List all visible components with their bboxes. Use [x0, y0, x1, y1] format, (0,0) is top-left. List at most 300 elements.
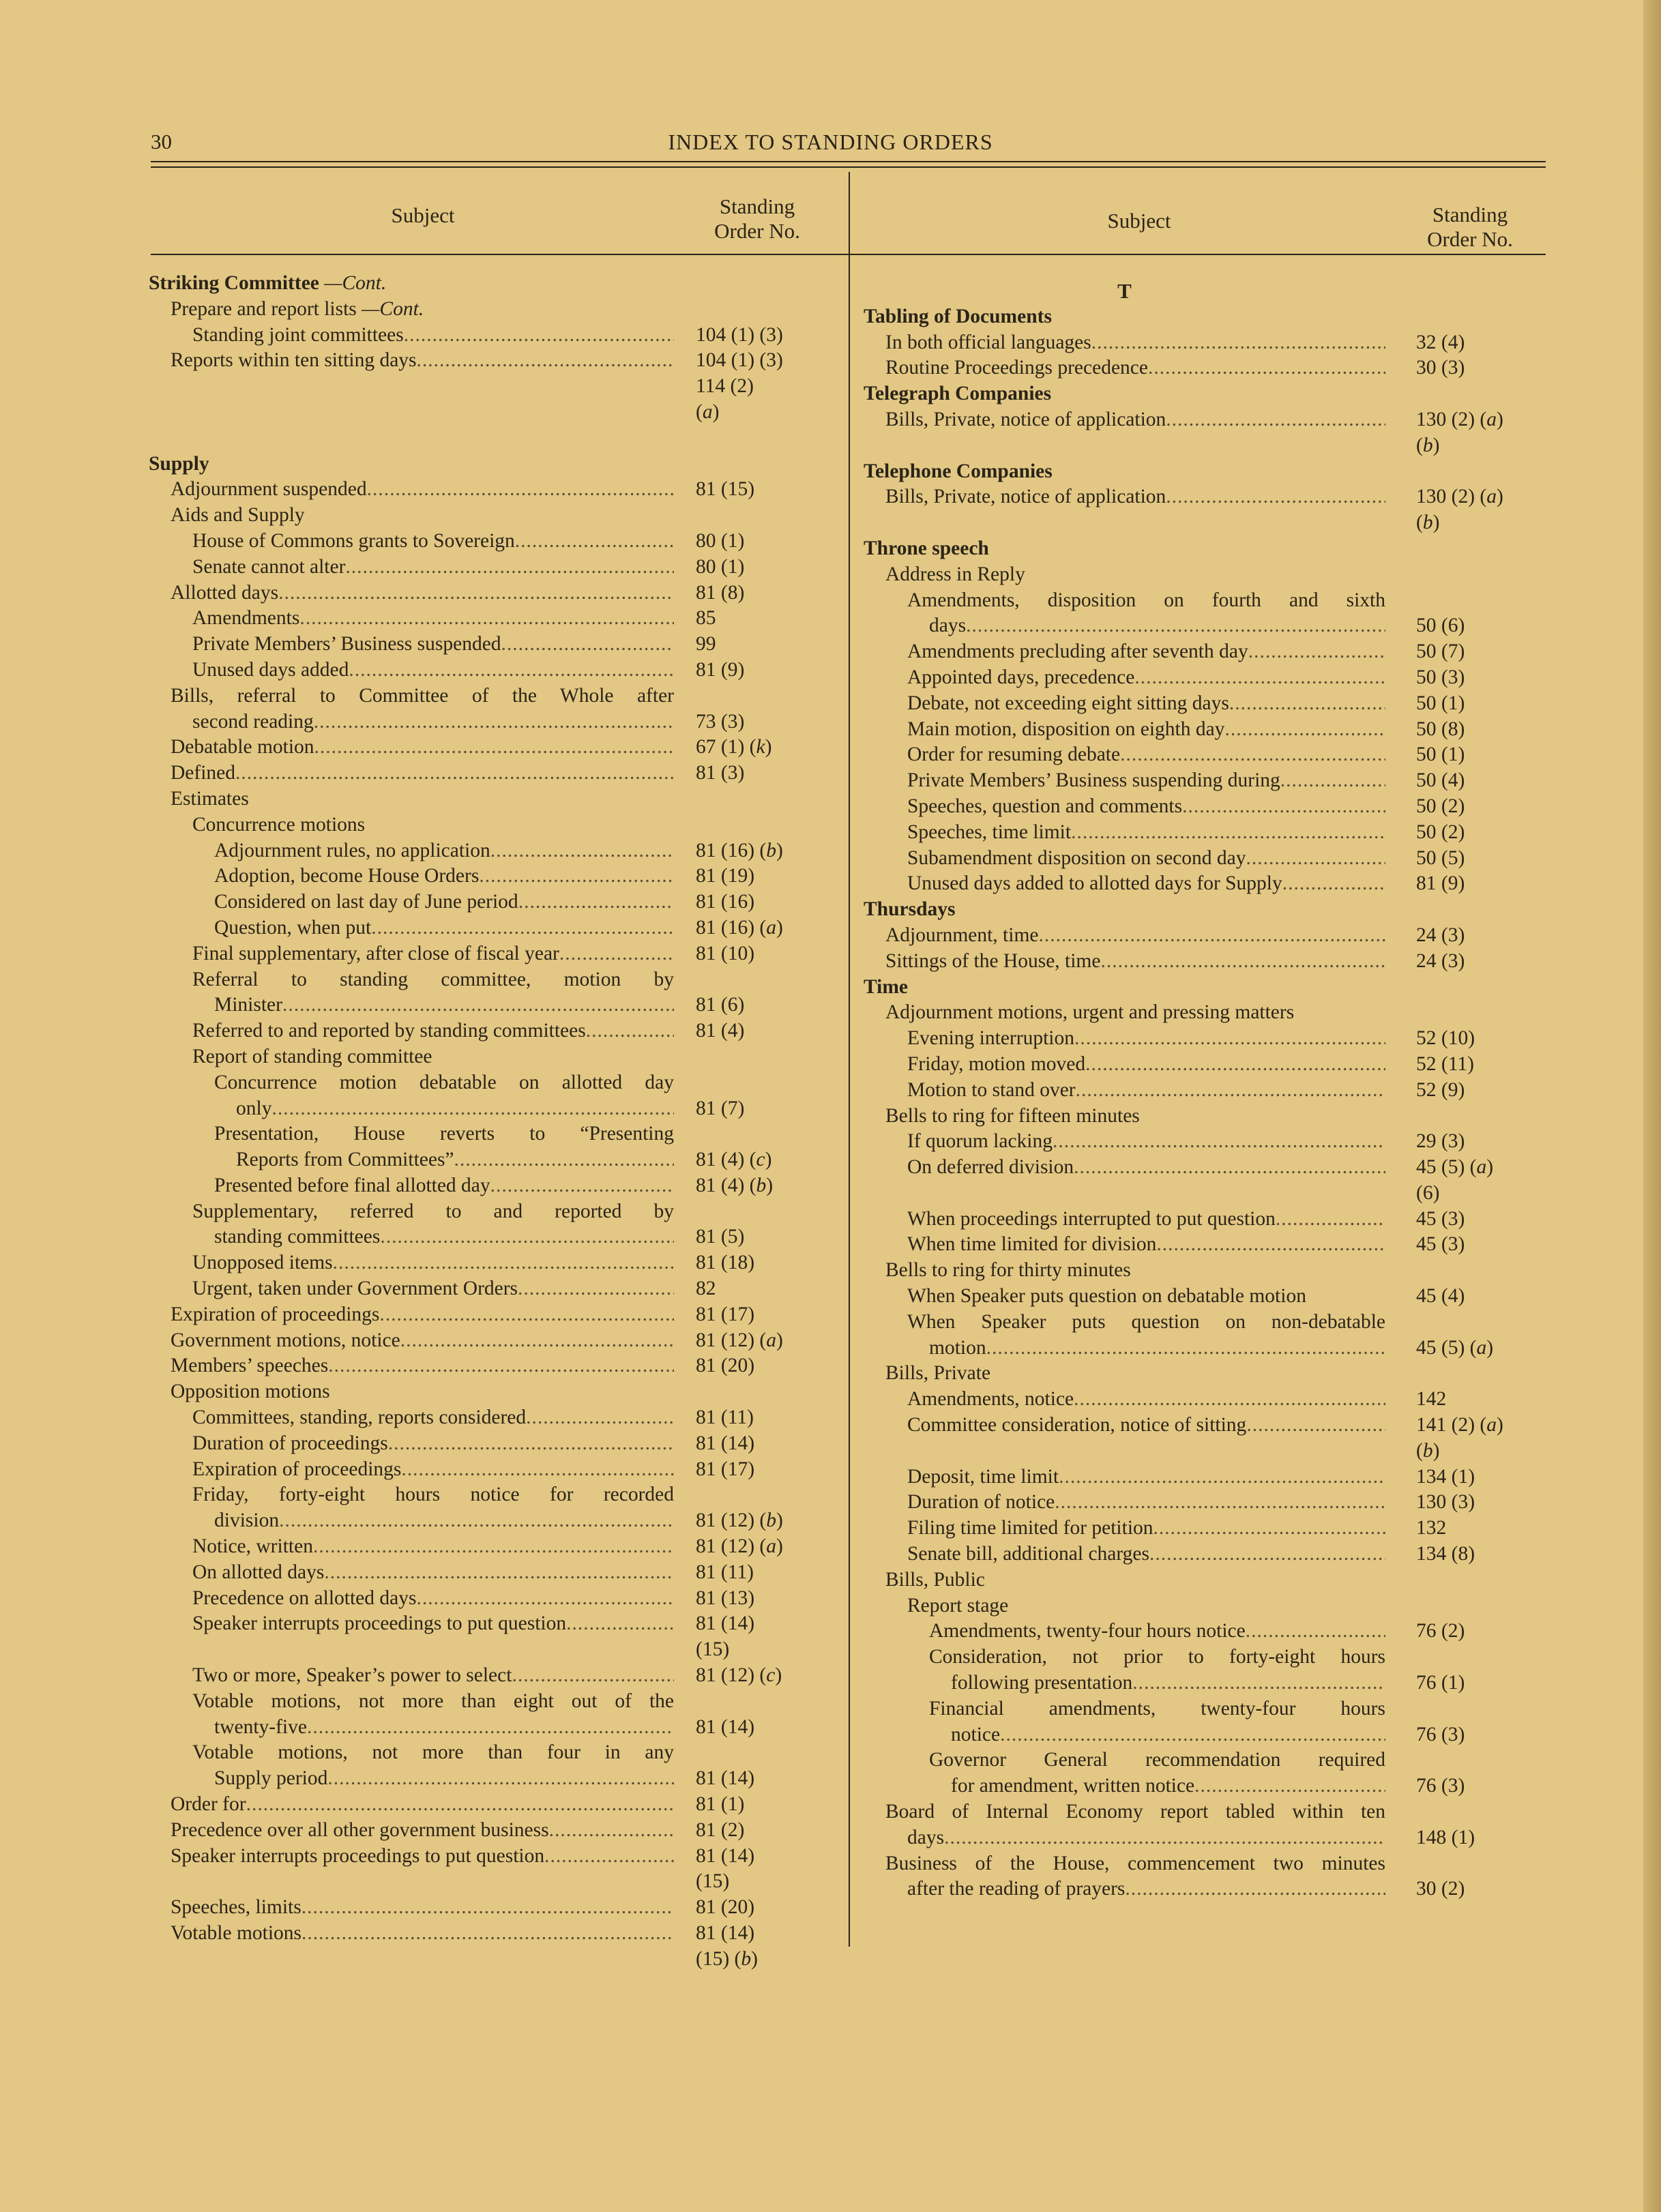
standing-order-number: 45 (5) (a) — [1416, 1156, 1494, 1179]
index-entry-row — [864, 794, 1522, 820]
leader-dots — [1085, 1052, 1385, 1078]
entry-subject: Adjournment, time — [885, 924, 1039, 946]
leader-dots — [279, 1508, 674, 1534]
entry-subject: Considered on last day of June period — [214, 891, 518, 913]
index-entry-row — [149, 606, 838, 632]
index-entry-row — [149, 297, 838, 323]
index-entry-row — [864, 613, 1522, 639]
standing-order-number: 81 (12) (b) — [696, 1509, 783, 1532]
index-entry-row — [864, 1748, 1522, 1773]
index-entry-row — [149, 1869, 838, 1895]
leader-dots — [986, 1336, 1385, 1361]
index-entry-row — [864, 1052, 1522, 1078]
entry-subject: Expiration of proceedings — [171, 1303, 380, 1325]
index-entry-row — [149, 1895, 838, 1921]
index-entry-row — [149, 838, 838, 864]
entry-subject: Duration of proceedings — [192, 1432, 388, 1454]
section-letter — [864, 278, 1385, 304]
standing-order-number: 81 (12) (c) — [696, 1664, 782, 1687]
entry-subject: Supplementary, referred to and reported by — [192, 1200, 674, 1222]
index-entry-row — [864, 1696, 1522, 1722]
index-entry-row — [864, 1722, 1522, 1748]
standing-order-number: 81 (15) — [696, 478, 755, 501]
leader-dots — [1055, 1490, 1385, 1516]
leader-dots — [559, 941, 674, 967]
leader-dots — [235, 761, 674, 786]
entry-subject: Thursdays — [864, 898, 956, 921]
standing-order-number: 99 — [696, 633, 716, 655]
standing-order-number: 82 — [696, 1278, 716, 1300]
entry-subject: Bells to ring for fifteen minutes — [885, 1104, 1140, 1127]
leader-dots — [1071, 820, 1385, 846]
index-entry-row — [149, 1689, 838, 1715]
index-entry-row — [864, 1155, 1522, 1181]
standing-order-number: 76 (3) — [1416, 1775, 1465, 1797]
section-letter-text: T — [1117, 279, 1132, 303]
entry-subject: Duration of notice — [907, 1491, 1055, 1514]
standing-order-number: 81 (7) — [696, 1097, 745, 1119]
entry-subject: Unopposed items — [192, 1252, 333, 1274]
leader-dots — [1166, 407, 1385, 433]
entry-subject: Committees, standing, reports considered — [192, 1406, 527, 1429]
standing-order-number: 76 (1) — [1416, 1672, 1465, 1694]
entry-subject: On allotted days — [192, 1561, 325, 1583]
index-entry-row — [149, 1302, 838, 1328]
index-entry-row — [149, 1560, 838, 1586]
standing-order-number: 29 (3) — [1416, 1130, 1465, 1153]
standing-order-number: 45 (3) — [1416, 1207, 1465, 1230]
leader-dots — [515, 529, 674, 555]
index-heading-row — [864, 897, 1522, 923]
entry-subject: second reading — [192, 710, 314, 733]
standing-order-number: 132 — [1416, 1517, 1447, 1539]
entry-subject: Precedence on allotted days — [192, 1587, 417, 1609]
leader-dots — [586, 1018, 674, 1044]
index-entry-row — [149, 1844, 838, 1870]
index-entry-row — [864, 1773, 1522, 1799]
leader-dots — [1074, 1387, 1385, 1413]
index-entry-row — [864, 768, 1522, 794]
standing-order-number: 50 (1) — [1416, 692, 1465, 714]
standing-order-number: 50 (2) — [1416, 795, 1465, 817]
index-entry-row — [149, 864, 838, 889]
index-entry-row — [149, 812, 838, 838]
entry-subject: Business of the House, commencement two minutes — [885, 1852, 1385, 1874]
entry-subject: In both official languages — [885, 331, 1091, 353]
entry-subject: Report stage — [907, 1594, 1009, 1617]
entry-subject: division — [214, 1509, 280, 1532]
entry-subject: motion — [929, 1336, 986, 1359]
index-entry-row — [149, 735, 838, 761]
leader-dots — [401, 1457, 674, 1483]
entry-subject: Question, when put — [214, 916, 372, 939]
leader-dots — [490, 838, 674, 864]
leader-dots — [1059, 1464, 1385, 1490]
entry-subject: Deposit, time limit — [907, 1465, 1059, 1488]
entry-subject: Amendments, twenty-four hours notice — [929, 1620, 1246, 1642]
index-entry-row — [149, 1121, 838, 1147]
leader-dots — [313, 1534, 674, 1560]
header-rule-top — [151, 161, 1546, 162]
leader-dots — [302, 1895, 674, 1921]
entry-subject: Telephone Companies — [864, 460, 1053, 482]
index-entry-row — [149, 1766, 838, 1792]
entry-subject: Senate cannot alter — [192, 555, 346, 578]
standing-order-number: 81 (5) — [696, 1226, 745, 1248]
entry-subject: Bills, Private, notice of application — [885, 486, 1166, 508]
entry-subject: Votable motions, not more than four in any — [192, 1741, 674, 1764]
entry-subject: twenty-five — [214, 1715, 307, 1738]
standing-order-number: 81 (18) — [696, 1252, 755, 1274]
index-entry-row — [864, 510, 1522, 536]
standing-order-number: 81 (13) — [696, 1587, 755, 1609]
standing-order-number: 81 (14) — [696, 1432, 755, 1454]
leader-dots — [1132, 1670, 1385, 1696]
index-entry-row — [864, 717, 1522, 743]
standing-order-number: 73 (3) — [696, 710, 745, 733]
standing-order-number: 81 (14) — [696, 1612, 755, 1635]
standing-order-number: 81 (19) — [696, 865, 755, 887]
entry-subject: Bells to ring for thirty minutes — [885, 1259, 1131, 1282]
leader-dots — [944, 1825, 1385, 1851]
standing-order-number: 81 (4) — [696, 1020, 745, 1042]
entry-subject: Friday, motion moved — [907, 1052, 1086, 1075]
entry-subject: Amendments — [192, 607, 300, 630]
standing-order-number: 50 (1) — [1416, 743, 1465, 766]
standing-order-number: 134 (1) — [1416, 1465, 1475, 1488]
leader-dots — [518, 1276, 674, 1302]
index-entry-row — [149, 1405, 838, 1431]
index-entry-row — [149, 1199, 838, 1225]
index-entry-row — [149, 1482, 838, 1508]
entry-subject: Bills, Public — [885, 1568, 985, 1591]
standing-order-number: 52 (9) — [1416, 1078, 1465, 1101]
index-entry-row — [149, 1792, 838, 1818]
index-entry-row — [149, 1586, 838, 1612]
leader-dots — [1194, 1773, 1385, 1799]
standing-order-number: (15) — [696, 1638, 730, 1661]
entry-subject: Bills, Private, notice of application — [885, 408, 1166, 430]
standing-order-number: 81 (9) — [696, 658, 745, 681]
leader-dots — [1100, 949, 1385, 975]
index-entry-row — [864, 665, 1522, 691]
leader-dots — [490, 1173, 674, 1199]
index-entry-row — [149, 683, 838, 709]
standing-order-number: 81 (14) — [696, 1767, 755, 1790]
entry-subject: Debatable motion — [171, 736, 314, 758]
leader-dots — [1156, 1232, 1385, 1258]
index-entry-row — [149, 1818, 838, 1844]
leader-dots — [1182, 794, 1385, 820]
entry-subject: notice — [951, 1723, 1001, 1745]
entry-subject: Referred to and reported by standing committees — [192, 1020, 586, 1042]
leader-dots — [400, 1328, 674, 1354]
leader-dots — [544, 1844, 674, 1870]
entry-subject: Urgent, taken under Government Orders — [192, 1278, 518, 1300]
entry-subject: Adjournment suspended — [171, 478, 367, 501]
index-heading-row — [864, 975, 1522, 1001]
standing-order-number: 67 (1) (k) — [696, 736, 772, 758]
index-entry-row — [149, 1663, 838, 1689]
standing-order-number: 141 (2) (a) — [1416, 1414, 1503, 1436]
index-heading-row — [864, 304, 1522, 330]
entry-subject: Striking Committee —Cont. — [149, 272, 387, 294]
index-entry-row — [149, 400, 838, 426]
column-divider — [849, 172, 850, 1947]
leader-dots — [282, 992, 674, 1018]
leader-dots — [416, 1586, 674, 1612]
index-entry-row — [864, 1516, 1522, 1542]
entry-subject: Prepare and report lists —Cont. — [171, 297, 424, 320]
index-entry-row — [149, 709, 838, 735]
index-entry-row — [864, 923, 1522, 949]
index-entry-row — [149, 1947, 838, 1973]
standing-order-number: 30 (3) — [1416, 357, 1465, 379]
entry-subject: Evening interruption — [907, 1027, 1074, 1050]
index-entry-row — [149, 1611, 838, 1637]
index-entry-row — [864, 1026, 1522, 1052]
index-entry-row — [149, 889, 838, 915]
index-entry-row — [149, 915, 838, 941]
entry-subject: following presentation — [951, 1672, 1133, 1694]
standing-order-number: 81 (1) — [696, 1793, 745, 1816]
index-entry-row — [864, 1799, 1522, 1825]
standing-order-number: 76 (3) — [1416, 1723, 1465, 1745]
leader-dots — [1276, 1207, 1385, 1233]
leader-dots — [1091, 330, 1385, 356]
index-entry-row — [149, 967, 838, 993]
entry-subject: Time — [864, 975, 909, 998]
entry-subject: Friday, forty-eight hours notice for recorded — [192, 1484, 674, 1506]
left-order-header: Standing Order No. — [714, 194, 800, 243]
index-entry-row — [864, 1104, 1522, 1130]
leader-dots — [299, 606, 674, 632]
leader-dots — [324, 1560, 674, 1586]
entry-subject: Speeches, limits — [171, 1896, 302, 1919]
leader-dots — [1246, 1619, 1385, 1645]
entry-subject: Final supplementary, after close of fiscal year — [192, 942, 559, 964]
entry-subject: When Speaker puts question on non-debatable — [907, 1310, 1385, 1333]
leader-dots — [1039, 923, 1386, 949]
entry-subject: Reports from Committees” — [236, 1149, 454, 1171]
standing-order-number: 81 (3) — [696, 762, 745, 784]
index-entry-row — [864, 1129, 1522, 1155]
standing-order-number: 134 (8) — [1416, 1543, 1475, 1565]
index-entry-row — [149, 941, 838, 967]
index-heading-row — [149, 271, 838, 297]
index-entry-row — [149, 1534, 838, 1560]
index-entry-row — [864, 433, 1522, 459]
page-edge-shadow — [1643, 0, 1661, 2212]
entry-subject: If quorum lacking — [907, 1130, 1053, 1153]
leader-dots — [349, 658, 674, 683]
standing-order-number: 81 (16) (a) — [696, 916, 783, 939]
index-entry-row — [149, 1379, 838, 1405]
entry-subject: Tabling of Documents — [864, 305, 1052, 327]
entry-subject: On deferred division — [907, 1156, 1074, 1179]
leader-dots — [1282, 871, 1385, 897]
standing-order-number: 130 (2) (a) — [1416, 486, 1503, 508]
entry-subject: Precedence over all other government business — [171, 1818, 549, 1841]
index-entry-row — [149, 1457, 838, 1483]
entry-subject: for amendment, written notice — [951, 1775, 1195, 1797]
index-entry-row — [864, 691, 1522, 717]
index-entry-row — [864, 1619, 1522, 1645]
standing-order-number: 45 (5) (a) — [1416, 1336, 1494, 1359]
leader-dots — [479, 864, 674, 889]
standing-order-number: 130 (3) — [1416, 1491, 1475, 1514]
entry-subject: Defined — [171, 762, 236, 784]
index-entry-row — [864, 1336, 1522, 1361]
right-subject-header: Subject — [1107, 209, 1171, 233]
entry-subject: Standing joint committees — [192, 323, 404, 346]
entry-subject: only — [236, 1097, 272, 1119]
index-entry-row — [864, 639, 1522, 665]
left-index-column — [149, 271, 838, 1973]
page-number: 30 — [151, 130, 172, 153]
right-index-column — [864, 278, 1522, 1902]
index-entry-row — [149, 1740, 838, 1766]
index-entry-row — [864, 1645, 1522, 1670]
entry-subject: Appointed days, precedence — [907, 666, 1135, 688]
entry-subject: Bills, referral to Committee of the Whole after — [171, 684, 674, 707]
entry-subject: Order for — [171, 1793, 246, 1816]
standing-order-number: 81 (10) — [696, 942, 755, 964]
entry-subject: Filing time limited for petition — [907, 1517, 1153, 1539]
index-entry-row — [149, 1250, 838, 1276]
entry-subject: Speaker interrupts proceedings to put question — [192, 1612, 567, 1635]
standing-order-number: 24 (3) — [1416, 924, 1465, 946]
entry-subject: Unused days added — [192, 658, 349, 681]
standing-order-number: 80 (1) — [696, 555, 745, 578]
standing-order-number: 32 (4) — [1416, 331, 1465, 353]
leader-dots — [526, 1405, 674, 1431]
entry-subject: Routine Proceedings precedence — [885, 357, 1148, 379]
index-entry-row — [149, 1018, 838, 1044]
standing-order-number: (a) — [696, 400, 720, 423]
entry-subject: Board of Internal Economy report tabled within ten — [885, 1801, 1385, 1823]
entry-subject: Allotted days — [171, 581, 279, 604]
leader-dots — [1000, 1722, 1385, 1748]
index-entry-row — [149, 632, 838, 658]
entry-subject: Speeches, question and comments — [907, 795, 1183, 817]
standing-order-number: 81 (11) — [696, 1406, 754, 1429]
standing-order-number: 81 (6) — [696, 994, 745, 1016]
index-entry-row — [864, 1439, 1522, 1464]
standing-order-number: 81 (20) — [696, 1896, 755, 1919]
standing-order-number: 81 (2) — [696, 1818, 745, 1841]
leader-dots — [1149, 1542, 1385, 1567]
leader-dots — [371, 915, 674, 941]
index-heading-row — [864, 536, 1522, 562]
index-entry-row — [864, 355, 1522, 381]
index-heading-row — [149, 452, 838, 477]
index-entry-row — [864, 1207, 1522, 1233]
entry-subject: Supply period — [214, 1767, 328, 1790]
index-entry-row — [864, 1232, 1522, 1258]
standing-order-number: 45 (3) — [1416, 1233, 1465, 1256]
entry-subject: Adjournment rules, no application — [214, 839, 490, 861]
leader-dots — [1246, 1413, 1385, 1439]
index-entry-row — [149, 992, 838, 1018]
index-entry-row — [864, 562, 1522, 588]
index-entry-row — [864, 1284, 1522, 1310]
entry-subject: standing committees — [214, 1226, 381, 1248]
index-entry-row — [149, 374, 838, 400]
leader-dots — [1125, 1876, 1385, 1902]
leader-dots — [417, 348, 674, 374]
index-entry-row — [864, 1078, 1522, 1104]
index-entry-row — [149, 1508, 838, 1534]
entry-subject: Concurrence motions — [192, 813, 366, 836]
index-entry-row — [864, 1000, 1522, 1026]
leader-dots — [271, 1096, 674, 1122]
entry-subject: Referral to standing committee, motion by — [192, 968, 674, 990]
index-entry-row — [149, 503, 838, 529]
standing-order-number: 81 (12) (a) — [696, 1329, 783, 1351]
leader-dots — [404, 323, 674, 349]
standing-order-number: 50 (4) — [1416, 769, 1465, 792]
index-entry-row — [149, 1921, 838, 1947]
entry-subject: Motion to stand over — [907, 1078, 1076, 1101]
standing-order-number: 81 (14) — [696, 1844, 755, 1867]
leader-dots — [379, 1302, 674, 1328]
leader-dots — [549, 1818, 674, 1844]
entry-subject: Subamendment disposition on second day — [907, 846, 1246, 869]
index-entry-row — [149, 1224, 838, 1250]
index-entry-row — [149, 1276, 838, 1302]
standing-order-number: (b) — [1416, 1439, 1440, 1462]
entry-subject: Amendments precluding after seventh day — [907, 640, 1248, 663]
index-entry-row — [149, 658, 838, 683]
leader-dots — [314, 709, 674, 735]
leader-dots — [566, 1611, 674, 1637]
entry-subject: Presented before final allotted day — [214, 1174, 490, 1196]
index-entry-row — [864, 588, 1522, 614]
leader-dots — [1280, 768, 1385, 794]
leader-dots — [302, 1921, 674, 1947]
standing-order-number: 81 (9) — [1416, 872, 1465, 895]
entry-subject: Sittings of the House, time — [885, 949, 1101, 972]
leader-dots — [1134, 665, 1385, 691]
entry-subject: Adjournment motions, urgent and pressing matters — [885, 1001, 1295, 1024]
index-entry-row — [149, 580, 838, 606]
leader-dots — [966, 613, 1385, 639]
index-entry-row — [864, 1567, 1522, 1593]
standing-order-number: 81 (8) — [696, 581, 745, 604]
index-entry-row — [149, 761, 838, 786]
entry-subject: Concurrence motion debatable on allotted day — [214, 1071, 674, 1093]
leader-dots — [512, 1663, 674, 1689]
standing-order-number: 50 (3) — [1416, 666, 1465, 688]
entry-subject: Notice, written — [192, 1535, 313, 1558]
index-entry-row — [864, 1593, 1522, 1619]
standing-order-number: 148 (1) — [1416, 1826, 1475, 1848]
index-entry-row — [149, 348, 838, 374]
leader-dots — [518, 889, 674, 915]
index-entry-row — [864, 1258, 1522, 1284]
index-entry-row — [864, 949, 1522, 975]
entry-subject: Presentation, House reverts to “Presenting — [214, 1123, 674, 1145]
index-entry-row — [149, 1147, 838, 1173]
entry-subject: Order for resuming debate — [907, 743, 1121, 766]
index-entry-row — [864, 1310, 1522, 1336]
leader-dots — [278, 580, 674, 606]
leader-dots — [1153, 1516, 1385, 1542]
entry-subject: Aids and Supply — [171, 504, 305, 527]
entry-subject: Telegraph Companies — [864, 383, 1052, 405]
index-heading-row — [864, 381, 1522, 407]
